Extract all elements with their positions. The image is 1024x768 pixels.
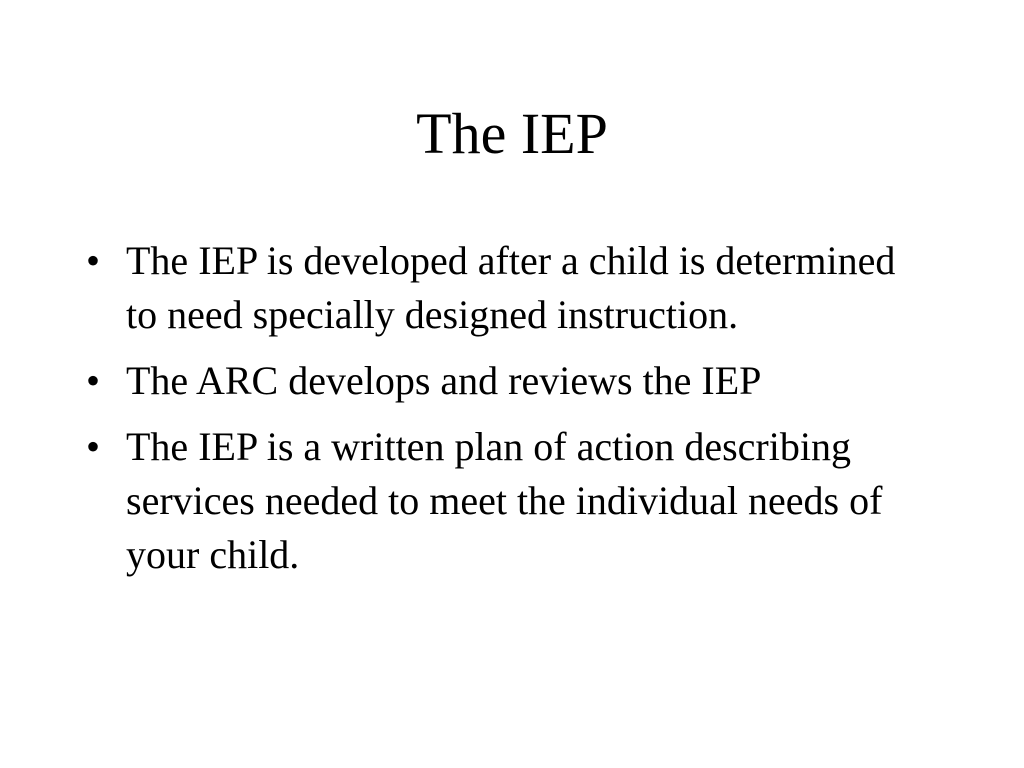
bullet-icon: • [86, 424, 101, 469]
bullet-item [84, 234, 904, 342]
bullet-list [84, 234, 904, 594]
bullet-icon: • [86, 358, 101, 403]
bullet-text: The IEP is developed after a child is determined to need specially designed instruction. [126, 238, 896, 337]
slide-title: The IEP [416, 101, 608, 166]
bullet-text: The IEP is a written plan of action describing services needed to meet the individual needs of your child. [126, 424, 883, 577]
bullet-icon: • [86, 238, 101, 283]
bullet-text: The ARC develops and reviews the IEP [126, 358, 762, 403]
bullet-item [84, 420, 904, 582]
bullet-item [84, 354, 904, 408]
